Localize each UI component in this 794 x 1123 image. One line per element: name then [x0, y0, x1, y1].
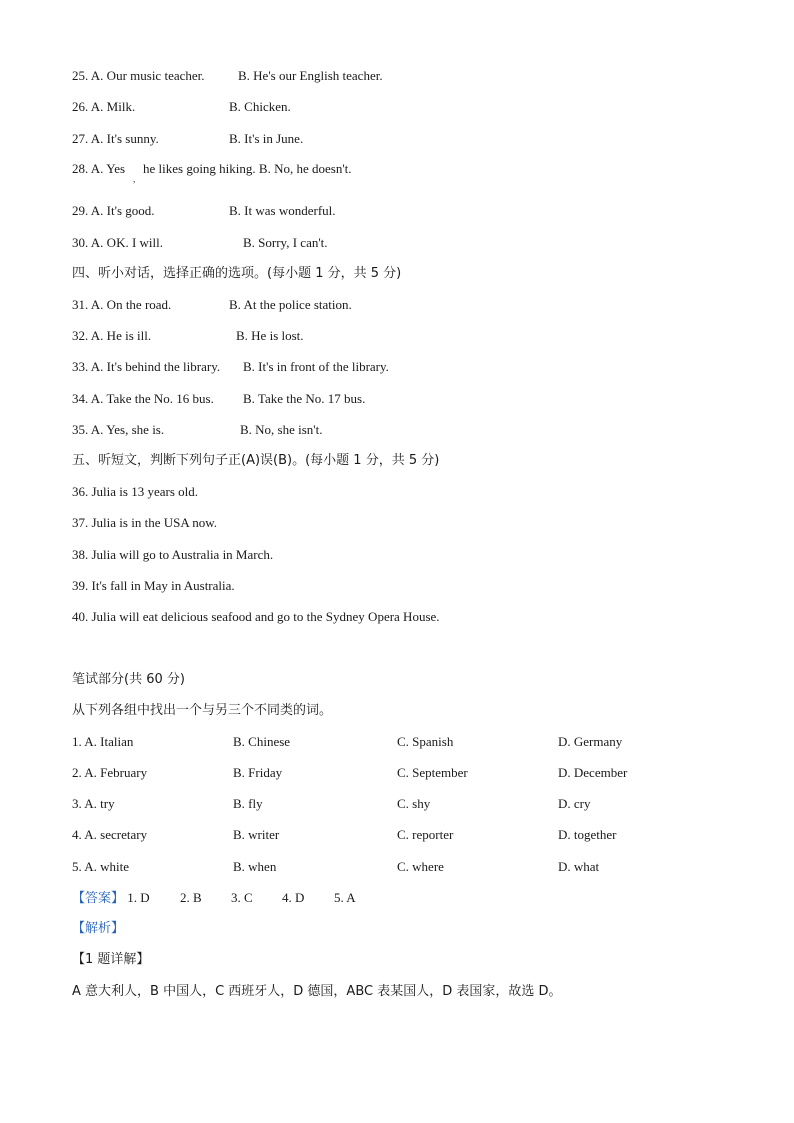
option-b: B. It was wonderful.: [229, 203, 336, 218]
question-row: [72, 297, 352, 313]
option-a: A. Our music teacher.: [90, 68, 205, 83]
option-a: A. It's behind the library.: [90, 359, 221, 374]
question-number: 33.: [72, 359, 89, 374]
option-c: C. reporter: [397, 827, 454, 842]
question-number: 28.: [72, 161, 89, 176]
option-a: A. Take the No. 16 bus.: [90, 391, 214, 406]
option-b: B. Chicken.: [229, 99, 291, 114]
option-a: 2. A. February: [72, 765, 148, 780]
option-b: B. Friday: [233, 765, 283, 780]
option-b: B. No, she isn't.: [240, 422, 323, 437]
option-d: D. December: [558, 765, 628, 780]
answer-item: 3. C: [231, 890, 253, 905]
option-c: C. September: [397, 765, 468, 780]
option-b: B. At the police station.: [229, 297, 352, 312]
question-row: [72, 203, 336, 219]
question-number: 32.: [72, 328, 89, 343]
question-number: 30.: [72, 235, 89, 250]
question-number: 25.: [72, 68, 89, 83]
written-instruction: 从下列各组中找出一个与另三个不同类的词。: [72, 703, 333, 718]
vocab-row: [72, 734, 623, 750]
question-number: 31.: [72, 297, 89, 312]
option-c: C. Spanish: [397, 734, 454, 749]
option-b: B. Chinese: [233, 734, 291, 749]
option-b: B. It's in June.: [229, 131, 304, 146]
section-4-title: 四、听小对话，选择正确的选项。(每小题 1 分，共 5 分): [72, 266, 402, 281]
question-number: 27.: [72, 131, 89, 146]
option-a: A. Yes: [90, 161, 126, 176]
statement-item: 36. Julia is 13 years old.: [72, 484, 199, 499]
question-row: [72, 235, 328, 251]
question-number: 29.: [72, 203, 89, 218]
analysis-tag: 【解析】: [72, 921, 125, 936]
answer-tag: 【答案】: [72, 891, 125, 906]
question-row: [72, 328, 304, 344]
question-row: [72, 131, 304, 147]
question-row: [72, 68, 383, 84]
option-b: B. It's in front of the library.: [243, 359, 389, 374]
statement-item: 39. It's fall in May in Australia.: [72, 578, 235, 593]
section-5-title: 五、听短文，判断下列句子正(A)误(B)。(每小题 1 分，共 5 分): [72, 453, 440, 468]
vocab-row: [72, 859, 600, 875]
option-b: B. when: [233, 859, 277, 874]
option-b: B. writer: [233, 827, 280, 842]
question-number: 35.: [72, 422, 89, 437]
statement-item: 38. Julia will go to Australia in March.: [72, 547, 274, 562]
option-b: he likes going hiking. B. No, he doesn't.: [143, 161, 352, 176]
option-c: C. shy: [397, 796, 431, 811]
answer-line: [72, 890, 356, 907]
option-a: A. Yes, she is.: [90, 422, 165, 437]
question-number: 26.: [72, 99, 89, 114]
question-row: [72, 99, 291, 115]
vocab-row: [72, 827, 617, 843]
question-number: 34.: [72, 391, 89, 406]
option-a: 1. A. Italian: [72, 734, 134, 749]
question-row: [72, 359, 389, 375]
option-b: B. Sorry, I can't.: [243, 235, 328, 250]
option-a: 3. A. try: [72, 796, 115, 811]
answer-item: 2. B: [180, 890, 202, 905]
option-d: D. together: [558, 827, 617, 842]
option-a: 4. A. secretary: [72, 827, 148, 842]
option-a: A. He is ill.: [90, 328, 152, 343]
option-a: A. On the road.: [90, 297, 172, 312]
option-a: 5. A. white: [72, 859, 130, 874]
option-a: A. It's good.: [90, 203, 155, 218]
vocab-row: [72, 765, 628, 781]
option-b: B. He's our English teacher.: [238, 68, 383, 83]
option-b: B. He is lost.: [236, 328, 304, 343]
option-b: B. Take the No. 17 bus.: [243, 391, 366, 406]
written-part-title: 笔试部分(共 60 分): [72, 672, 185, 687]
option-c: C. where: [397, 859, 444, 874]
option-a: A. OK. I will.: [90, 235, 164, 250]
question-row: [72, 422, 323, 438]
comma-mark: ,: [133, 174, 136, 184]
answer-item: 1. D: [127, 890, 150, 905]
question-row: [72, 391, 366, 407]
statement-item: 37. Julia is in the USA now.: [72, 515, 218, 530]
question-row: [72, 161, 352, 184]
detail-tag: 【1 题详解】: [72, 952, 150, 967]
option-a: A. It's sunny.: [90, 131, 159, 146]
answer-item: 4. D: [282, 890, 305, 905]
answer-item: 5. A: [334, 890, 356, 905]
vocab-row: [72, 796, 591, 812]
option-d: D. Germany: [558, 734, 623, 749]
option-d: D. what: [558, 859, 600, 874]
option-b: B. fly: [233, 796, 263, 811]
option-d: D. cry: [558, 796, 591, 811]
explanation-text: A 意大利人，B 中国人，C 西班牙人，D 德国，ABC 表某国人，D 表国家，故选 D。: [72, 984, 562, 999]
statement-item: 40. Julia will eat delicious seafood and go to the Sydney Opera House.: [72, 609, 440, 624]
option-a: A. Milk.: [90, 99, 136, 114]
